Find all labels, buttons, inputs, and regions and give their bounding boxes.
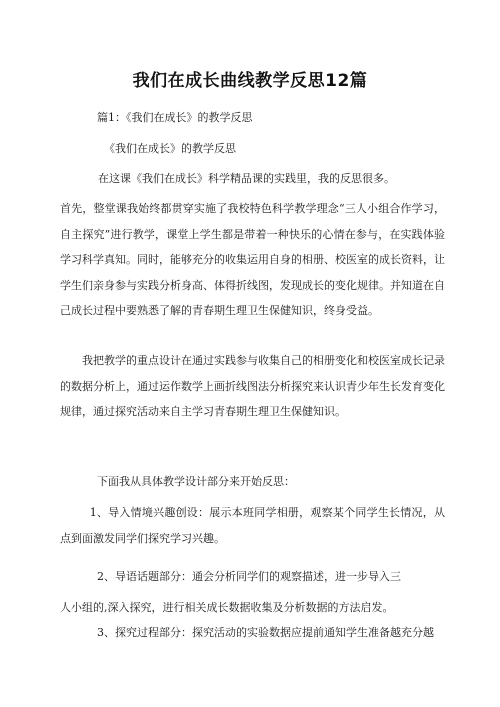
paragraph-2: 我把教学的重点设计在通过实践参与收集自己的相册变化和校医室成长记录的数据分析上，通过运作数学上画折线图法分析探究来认识青少年生长发育变化规律，通过探究活动来自主学习青春期生理卫生保健知识。 <box>60 354 445 418</box>
analysis-intro: 下面我从具体教学设计部分来开始反思： <box>97 475 295 488</box>
step-2-line-1: 2、导语话题部分：通会分析同学们的观察描述，进一步导入三 <box>97 570 401 583</box>
article-subheading: 《我们在成长》的教学反思 <box>104 142 236 155</box>
step-1: 1、导入情境兴趣创设：展示本班同学相册，观察某个同学生长情况，从点到面激发同学们探究学习兴趣。 <box>60 506 445 545</box>
step-3: 3、探究过程部分：探究活动的实验数据应提前通知学生准备越充分越 <box>97 626 434 639</box>
paragraph-1: 首先，整堂课我始终都贯穿实施了我校特色科学教学理念“三人小组合作学习，自主探究”进行教学，课堂上学生都是带着一种快乐的心情在参与，在实践体验学习科学真知。同时，能够充分的收集运用自身的相册、校医室的成长资料，让学生们亲身参与实践分析身高、体得折线图，发现成长的变化规律。并知道在自己成长过程中要熟悉了解的青春期生理卫生保健知识，终身受益。 <box>60 202 445 317</box>
document-title: 我们在成长曲线教学反思12篇 <box>132 71 368 91</box>
intro-sentence: 在这课《我们在成长》科学精品课的实践里，我的反思很多。 <box>98 172 395 185</box>
step-2-line-2: 人小组的,深入探究，进行相关成长数据收集及分析数据的方法启发。 <box>60 601 394 614</box>
article-heading: 篇1：《我们在成长》的教学反思 <box>97 111 253 124</box>
